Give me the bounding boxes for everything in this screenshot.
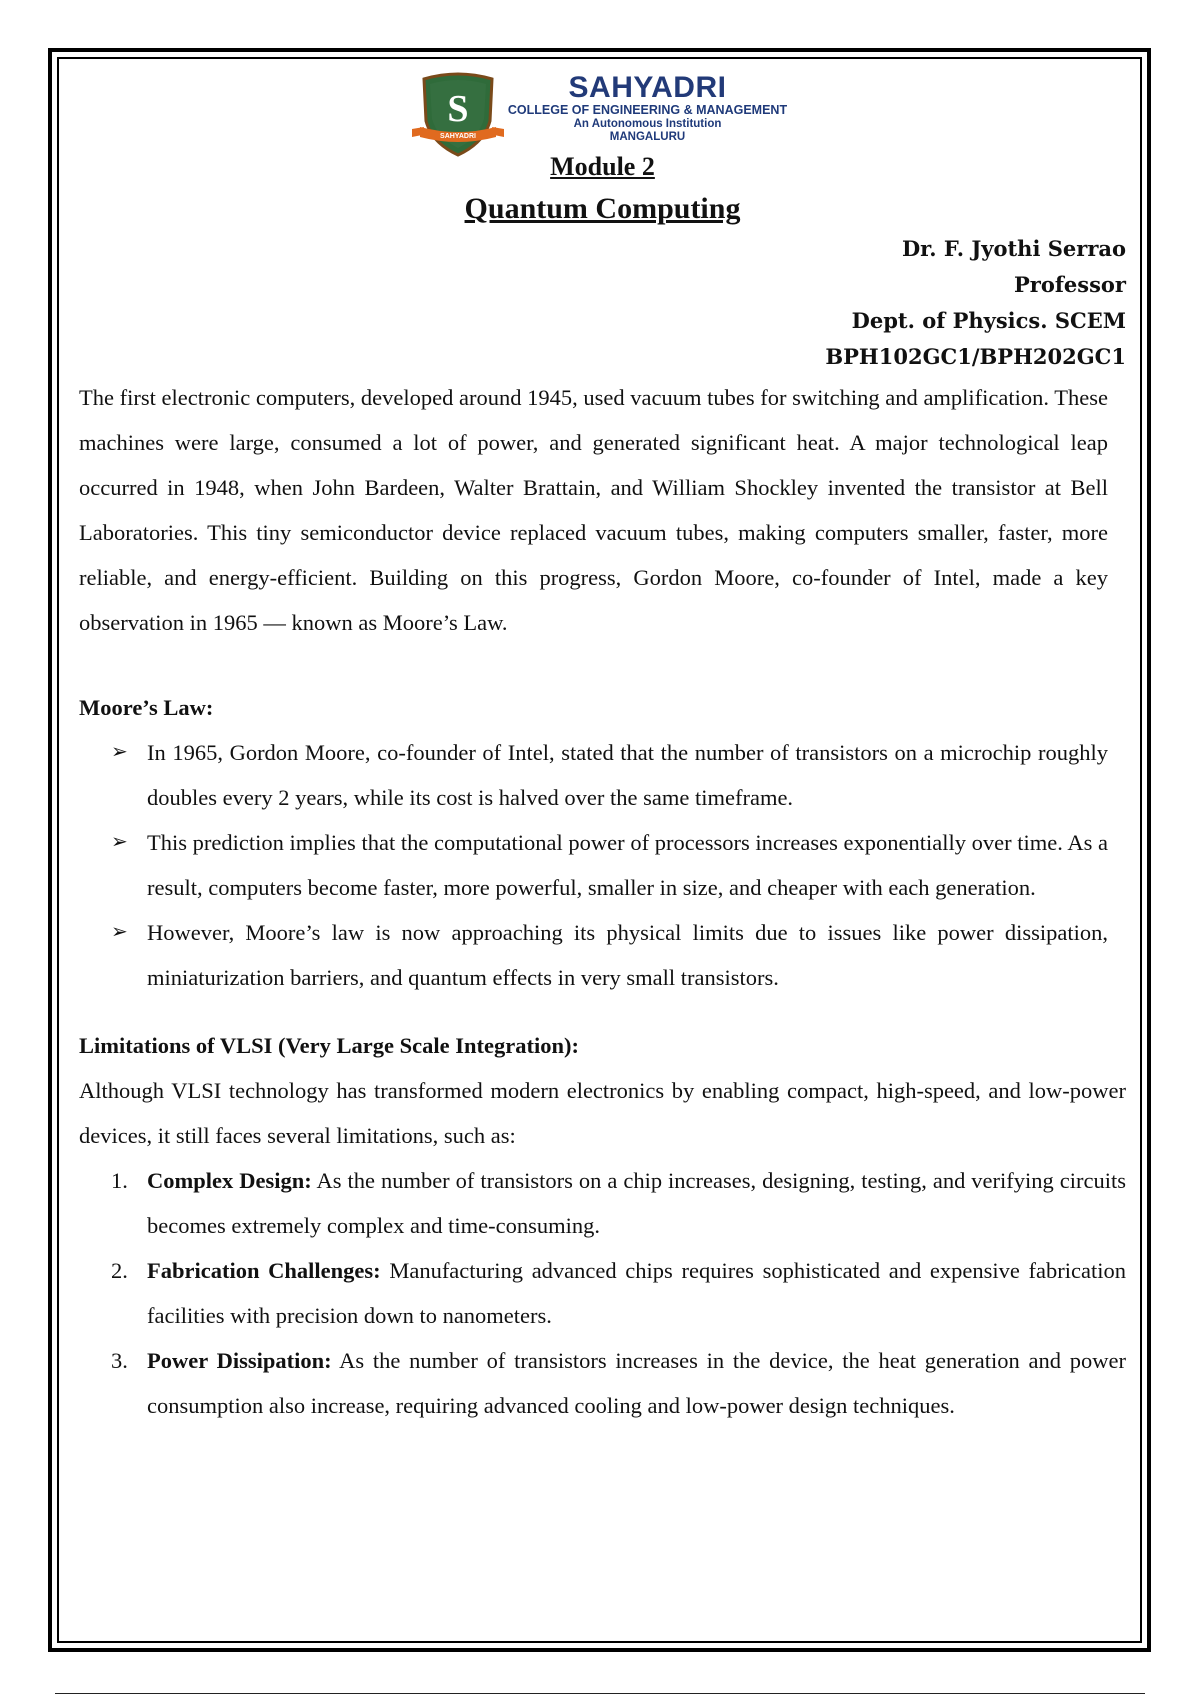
college-name: COLLEGE OF ENGINEERING & MANAGEMENT	[507, 103, 788, 117]
list-item: 3. Power Dissipation: As the number of transistors increases in the device, the heat generation and power consumption also increase, requiring advanced cooling and low-power design techniques.	[111, 1348, 1126, 1418]
college-name-block	[508, 73, 787, 144]
header-logo	[73, 71, 1126, 161]
page-inner-border	[57, 57, 1142, 1643]
vlsi-intro: Although VLSI technology has transformed modern electronics by enabling compact, high-speed, and low-power devices, it still faces several limitations, such as:	[79, 1078, 1126, 1148]
list-item: ➢ This prediction implies that the computational power of processors increases exponentially over time. As a result, computers become faster, more powerful, smaller in size, and cheaper with each generation.	[147, 820, 1108, 910]
author-block	[79, 231, 1126, 375]
author-department: Dept. of Physics. SCEM	[851, 308, 1126, 333]
footer-rule	[55, 1693, 1145, 1694]
vlsi-heading: Limitations of VLSI (Very Large Scale Integration):	[79, 1033, 579, 1058]
arrow-bullet-icon: ➢	[111, 921, 128, 943]
document-content	[79, 71, 1126, 1428]
intro-paragraph: The first electronic computers, developed around 1945, used vacuum tubes for switching and amplification. These machines were large, consumed a lot of power, and generated significant heat. A major technological leap occurred in 1948, when John Bardeen, Walter Brattain, and William Shockley invented the transistor at Bell Laboratories. This tiny semiconductor device replaced vacuum tubes, making computers smaller, faster, more reliable, and energy-efficient. Building on this progress, Gordon Moore, co-founder of Intel, made a key observation in 1965 — known as Moore’s Law.	[79, 385, 1108, 635]
city-label: MANGALURU	[609, 131, 686, 143]
autonomous-label: An Autonomous Institution	[573, 118, 722, 130]
shield-letter: S	[447, 88, 469, 130]
author-name: Dr. F. Jyothi Serrao	[901, 236, 1126, 261]
page-title: Quantum Computing	[464, 192, 741, 225]
arrow-bullet-icon: ➢	[111, 831, 128, 853]
institution-name: SAHYADRI	[568, 71, 727, 104]
shield-ribbon-text: SAHYADRI	[439, 133, 476, 140]
college-shield-icon	[412, 71, 504, 161]
list-item: ➢ However, Moore’s law is now approaching its physical limits due to issues like power dissipation, miniaturization barriers, and quantum effects in very small transistors.	[147, 910, 1108, 1000]
moores-law-list	[79, 730, 1126, 1000]
course-codes: BPH102GC1/BPH202GC1	[825, 344, 1126, 369]
vlsi-limitations-list	[79, 1158, 1126, 1428]
moores-law-heading: Moore’s Law:	[79, 695, 214, 720]
module-heading: Module 2	[550, 152, 655, 181]
list-item: 2. Fabrication Challenges: Manufacturing advanced chips requires sophisticated and expensive fabrication facilities with precision down to nanometers.	[111, 1258, 1126, 1328]
page-border	[48, 48, 1151, 1652]
arrow-bullet-icon: ➢	[111, 741, 128, 763]
author-designation: Professor	[1014, 272, 1126, 297]
list-item: 1. Complex Design: As the number of transistors on a chip increases, designing, testing, and verifying circuits becomes extremely complex and time-consuming.	[111, 1168, 1126, 1238]
list-item: ➢ In 1965, Gordon Moore, co-founder of Intel, stated that the number of transistors on a microchip roughly doubles every 2 years, while its cost is halved over the same timeframe.	[147, 730, 1108, 820]
